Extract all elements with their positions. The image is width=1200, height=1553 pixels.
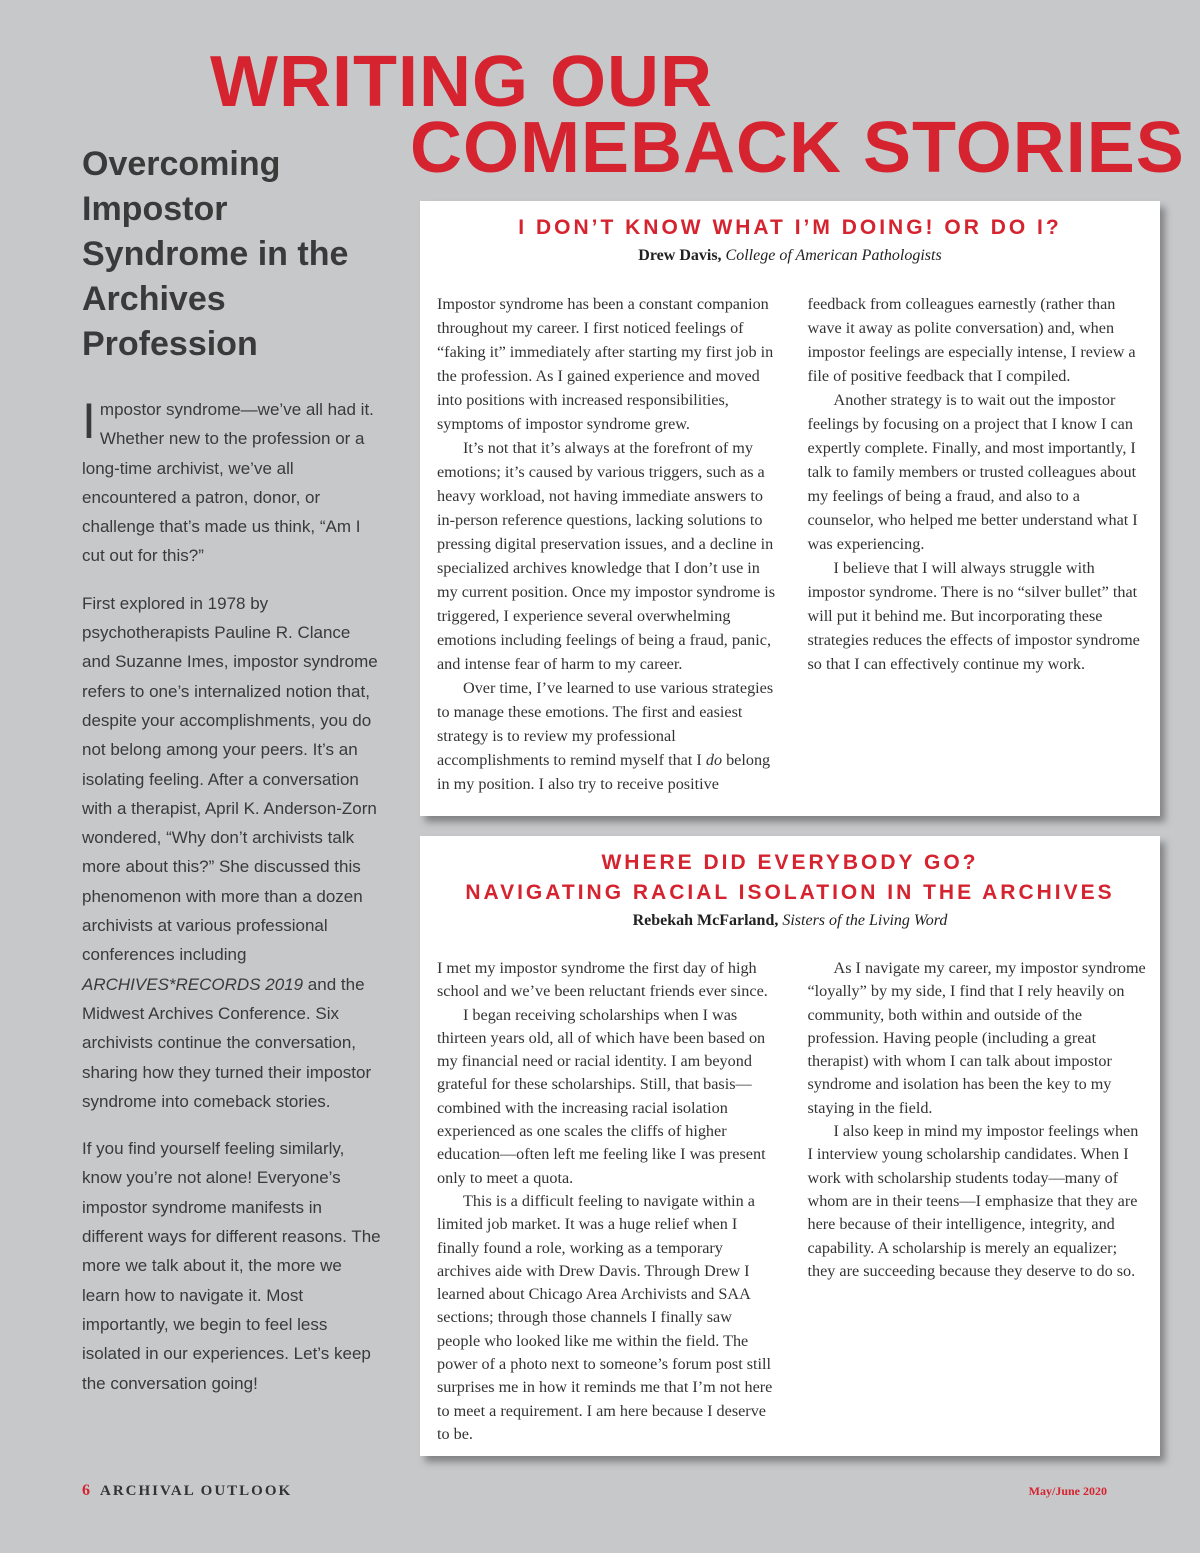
page-number: 6 xyxy=(82,1482,90,1499)
article-2-paragraph: As I navigate my career, my impostor syndrome “loyally” by my side, I find that I rely heavily on community, both within and outside of the profession. Having people (including a great therapist) with whom I can talk about impostor syndrome and isolation has been the key to my staying in the field. xyxy=(807,959,1146,1117)
article-2-body xyxy=(437,957,1146,1447)
article-box-1 xyxy=(420,201,1160,816)
sidebar xyxy=(82,142,382,1416)
article-2-paragraph: I met my impostor syndrome the first day of high school and we’ve been reluctant friends ever since. xyxy=(437,959,768,1001)
article-2-heading-2: NAVIGATING RACIAL ISOLATION IN THE ARCHIVES xyxy=(465,881,1115,904)
article-1-paragraph: I believe that I will always struggle with impostor syndrome. There is no “silver bullet” that will put it behind me. But incorporating these strategies reduces the effects of impostor syndrome so that I can effectively continue my work. xyxy=(807,559,1140,673)
article-1-paragraph: It’s not that it’s always at the forefront of my emotions; it’s caused by various triggers, such as a heavy workload, not having immediate answers to in-person reference questions, lacking solutions to pressing digital preservation issues, and a decline in specialized archives knowledge that I don’t use in my current position. Once my impostor syndrome is triggered, I experience several overwhelming emotions including feelings of being a fraud, panic, and intense fear of harm to my career. xyxy=(437,439,776,673)
article-1-heading: I DON’T KNOW WHAT I’M DOING! OR DO I? xyxy=(518,216,1062,239)
article-1-byline: Drew Davis, College of American Pathologists xyxy=(638,247,942,264)
article-2-paragraph: I began receiving scholarships when I was thirteen years old, all of which have been based on my financial need or racial identity. I am beyond grateful for these scholarships. Still, that basis—combined with the increasing racial isolation experienced as one scales the cliffs of higher education—often left me feeling like I was present only to meet a quota. xyxy=(437,1005,766,1187)
title-line-1: WRITING OUR xyxy=(210,42,713,122)
dropcap: I xyxy=(82,393,96,449)
article-2-paragraph: This is a difficult feeling to navigate within a limited job market. It was a huge relief when I finally found a role, working as a temporary archives aide with Drew Davis. Through Drew I learned about Chicago Area Archivists and SAA sections; through those channels I finally saw people who looked like me within the field. The power of a photo next to someone’s forum post still surprises me in how it reminds me that I’m not here to meet a requirement. I am here because I deserve to be. xyxy=(437,1191,773,1443)
article-1-paragraph: Impostor syndrome has been a constant companion throughout my career. I first noticed feelings of “faking it” immediately after starting my first job in the profession. As I gained experience and moved into positions with increased responsibilities, symptoms of impostor syndrome grew. xyxy=(437,295,774,433)
article-2-byline: Rebekah McFarland, Sisters of the Living Word xyxy=(632,912,948,929)
article-1-paragraph: Another strategy is to wait out the impostor feelings by focusing on a project that I know I can expertly complete. Finally, and most importantly, I talk to family members or trusted colleagues about my feelings of being a fraud, and also to a counselor, who helped me better understand what I was experiencing. xyxy=(807,391,1138,553)
article-1-paragraph: Over time, I’ve learned to use various strategies to manage these emotions. The first and easiest strategy is to review my professional accomplishments to remind myself that I do belong in my position. I also try to receive positive feedback from colleagues earnestly (rather than wave it away as polite conversation) and, when impostor feelings are especially intense, I review a file of positive feedback that I compiled. xyxy=(437,295,1136,793)
article-1-body xyxy=(437,292,1146,797)
sidebar-intro xyxy=(82,395,382,1398)
sidebar-paragraph-1: Impostor syndrome—we’ve all had it. Whether new to the profession or a long-time archivist, we’ve all encountered a patron, donor, or challenge that’s made us think, “Am I cut out for this?” xyxy=(82,393,374,566)
sidebar-heading: Overcoming Impostor Syndrome in the Archives Profession xyxy=(82,145,349,363)
article-box-2 xyxy=(420,836,1160,1456)
issue-date: May/June 2020 xyxy=(1028,1484,1107,1498)
sidebar-paragraph-2: First explored in 1978 by psychotherapists Pauline R. Clance and Suzanne Imes, impostor syndrome refers to one’s internalized notion that, despite your accomplishments, you do not belong among your peers. It’s an isolating feeling. After a conversation with a therapist, April K. Anderson-Zorn wondered, “Why don’t archivists talk more about this?” She discussed this phenomenon with more than a dozen archivists at various professional conferences including ARCHIVES*RECORDS 2019 and the Midwest Archives Conference. Six archivists continue the conversation, sharing how they turned their impostor syndrome into comeback stories. xyxy=(82,593,378,1111)
title-line-2: COMEBACK STORIES xyxy=(410,108,1185,188)
page-footer xyxy=(82,1482,1132,1502)
article-2-heading-1: WHERE DID EVERYBODY GO? xyxy=(601,851,979,874)
article-2-paragraph: I also keep in mind my impostor feelings when I interview young scholarship candidates. When I work with scholarship students today—many of whom are in their teens—I emphasize that they are here because of their intelligence, integrity, and capability. A scholarship is merely an equalizer; they are succeeding because they deserve to do so. xyxy=(807,1122,1139,1280)
sidebar-paragraph-3: If you find yourself feeling similarly, know you’re not alone! Everyone’s impostor syndrome manifests in different ways for different reasons. The more we talk about it, the more we learn how to navigate it. Most importantly, we begin to feel less isolated in our experiences. Let’s keep the conversation going! xyxy=(82,1139,381,1393)
publication-name: ARCHIVAL OUTLOOK xyxy=(100,1483,293,1499)
